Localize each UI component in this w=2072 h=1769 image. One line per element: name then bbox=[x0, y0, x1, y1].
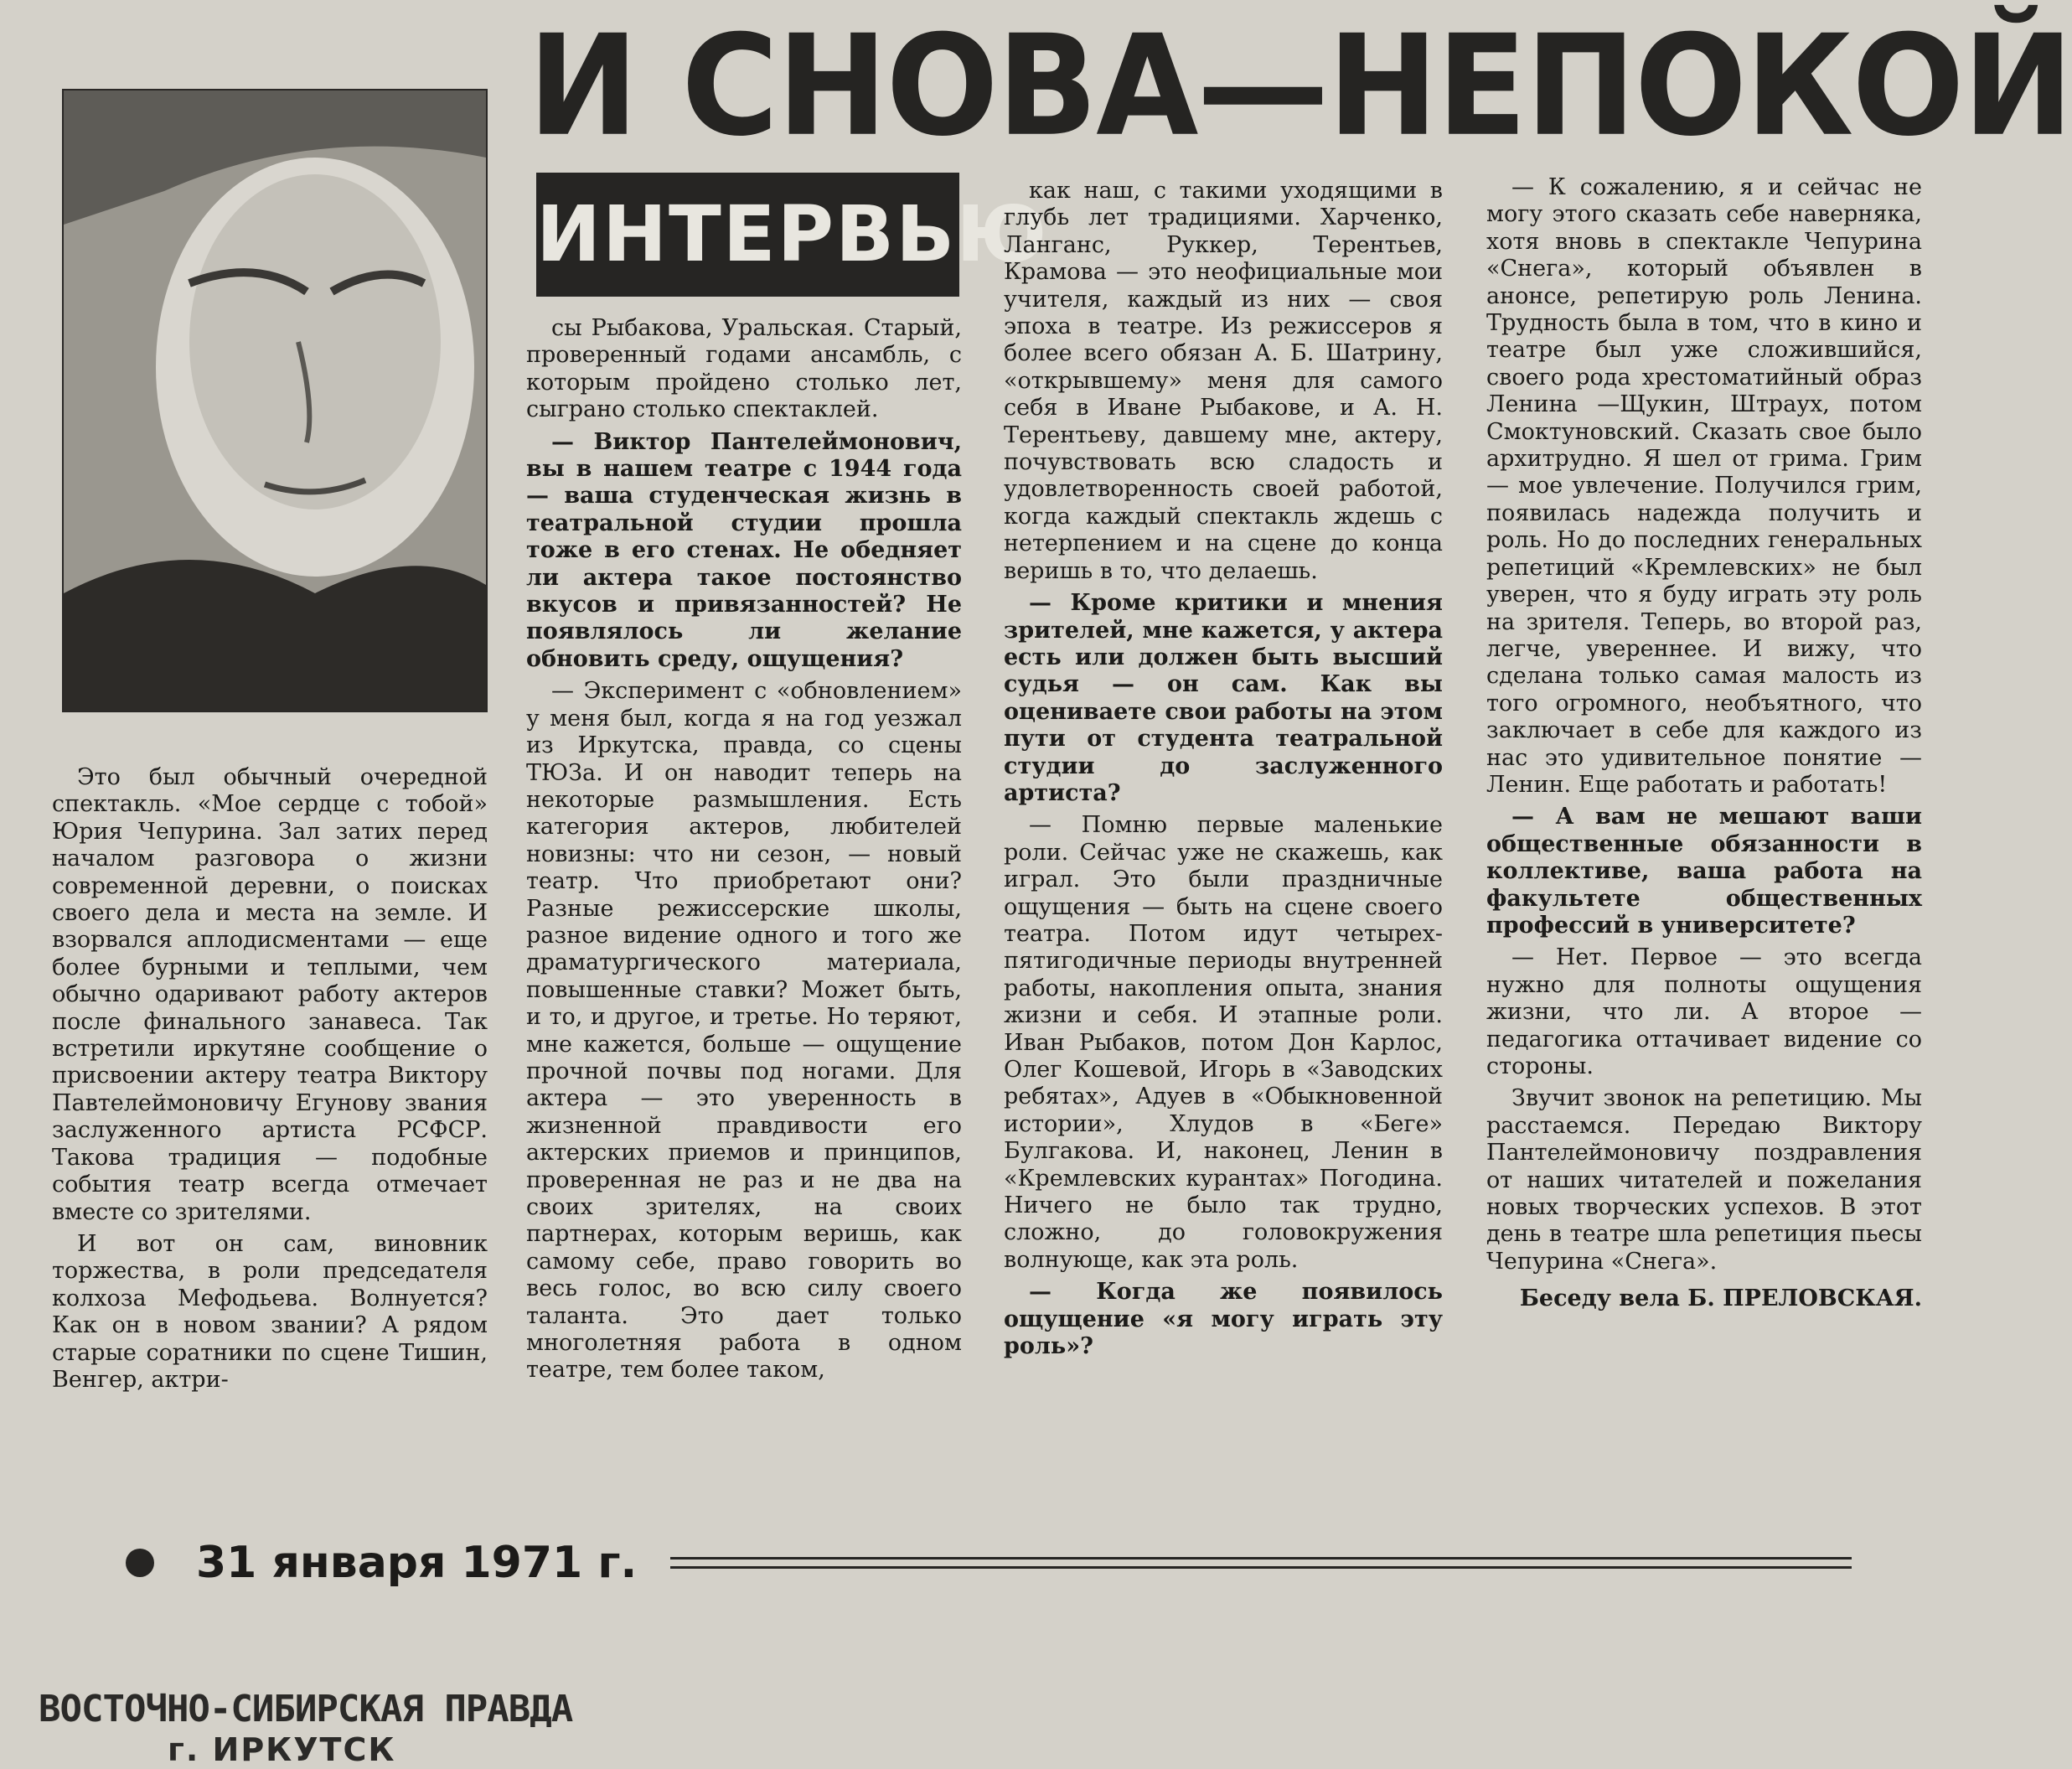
divider bbox=[670, 1557, 1852, 1569]
paragraph: — Эксперимент с «обновлением» у меня был, когда я на год уезжал из Иркутска, правда, со сцены ТЮЗа. И он наводит теперь на некоторые размышления. Есть категория актеров, любителей новизны: что ни сезон, — новый театр. Что приобретают они? Разные режиссерские школы, разное видение одного и того же драматургического материала, повышенные ставки? Может быть, и то, и другое, и третье. Но теряют, мне кажется, больше — ощущение прочной почвы под ногами. Для актера — это уверенность в жизненной правдивости его актерских приемов и принципов, проверенная не раз и не два на своих зрителях, на своих партнерах, которым веришь, как самому себе, право говорить во весь голос, во всю силу своего таланта. Это дает только многолетняя работа в одном театре, тем более таком, bbox=[526, 678, 962, 1384]
portrait-figure bbox=[64, 91, 486, 711]
paragraph: — Нет. Первое — это всегда нужно для полноты ощущения жизни, что ли. А второе — педагогика оттачивает видение со стороны. bbox=[1486, 944, 1922, 1079]
author-signature: Беседу вела Б. ПРЕЛОВСКАЯ. bbox=[1519, 1285, 1922, 1312]
city-stamp: г. ИРКУТСК bbox=[168, 1731, 396, 1768]
interview-question: — А вам не мешают ваши общественные обязанности в коллективе, ваша работа на факультете общественных профессий в университете? bbox=[1486, 804, 1922, 939]
paragraph: — Помню первые маленькие роли. Сейчас уже не скажешь, как играл. Это были праздничные ощущения — быть на сцене своего театра. Потом идут четырех- пятигодичные периоды внутренней работы, накопления опыта, знания жизни и себя. И этапные роли. Иван Рыбаков, потом Дон Карлос, Олег Кошевой, Игорь в «Заводских ребятах», Адуев в «Обыкновенной истории», Хлудов в «Беге» Булгакова. И, наконец, Ленин в «Кремлевских курантах» Погодина. Ничего не было так трудно, сложно, до головокружения волнующе, как эта роль. bbox=[1004, 812, 1443, 1273]
publication-date: 31 января 1971 г. bbox=[196, 1538, 638, 1588]
article-column-1 bbox=[52, 764, 488, 1502]
newspaper-stamp: ВОСТОЧНО-СИБИРСКАЯ ПРАВДА bbox=[39, 1688, 573, 1730]
paragraph: сы Рыбакова, Уральская. Старый, проверенный годами ансамбль, с которым пройдено столько лет, сыграно столько спектаклей. bbox=[526, 315, 962, 423]
article-column-4 bbox=[1486, 174, 1922, 1502]
article-column-3 bbox=[1004, 178, 1443, 1502]
dateline bbox=[126, 1534, 1852, 1592]
paragraph: Это был обычный очередной спектакль. «Мое сердце с тобой» Юрия Чепурина. Зал затих перед началом разговора о жизни современной деревни, о поисках своего дела и места на земле. И взорвался аплодисментами — еще более бурными и теплыми, чем обычно одаривают работу актеров после финального занавеса. Так встретили иркутяне сообщение о присвоении актеру театра Виктору Павтелеймоновичу Егунову звания заслуженного артиста РСФСР. Такова традиция — подобные события театр всегда отмечает вместе со зрителями. bbox=[52, 764, 488, 1225]
paragraph: как наш, с такими уходящими в глубь лет традициями. Харченко, Ланганс, Руккер, Терентьев, Крамова — это неофициальные мои учителя, каждый из них — своя эпоха в театре. Из режиссеров я более всего обязан А. Б. Шатрину, «открывшему» меня для самого себя в Иване Рыбакове, и А. Н. Терентьеву, давшему мне, актеру, почувствовать всю сладость и удовлетворенность своей работой, когда каждый спектакль ждешь с нетерпением и на сцене до конца веришь в то, что делаешь. bbox=[1004, 178, 1443, 584]
interview-question: — Когда же появилось ощущение «я могу играть эту роль»? bbox=[1004, 1279, 1443, 1360]
portrait-photo bbox=[62, 89, 488, 712]
paragraph: — К сожалению, я и сейчас не могу этого сказать себе наверняка, хотя вновь в спектакле Чепурина «Снега», который объявлен в анонсе, репетирую роль Ленина. Трудность была в том, что в кино и театре был уже сложившийся, своего рода хрестоматийный образ Ленина —Щукин, Штраух, потом Смоктуновский. Сказать свое было архитрудно. Я шел от грима. Грим — мое увлечение. Получился грим, появилась надежда получить и роль. Но до последних генеральных репетиций «Кремлевских» не был уверен, что я буду играть эту роль на зрителя. Теперь, во второй раз, легче, увереннее. И вижу, что сделана только самая малость из того огромного, необъятного, что заключает в себе для каждого из нас это удивительное понятие — Ленин. Еще работать и работать! bbox=[1486, 174, 1922, 798]
rubric-badge: ИНТЕРВЬЮ bbox=[536, 173, 959, 297]
headline: И СНОВА—НЕПОКОЙ bbox=[528, 5, 2072, 168]
interview-question: — Кроме критики и мнения зрителей, мне кажется, у актера есть или должен быть высший судья — он сам. Как вы оцениваете свои работы на этом пути от студента театральной студии до заслуженного артиста? bbox=[1004, 590, 1443, 806]
paragraph: Звучит звонок на репетицию. Мы расстаемся. Передаю Виктору Пантелеймоновичу поздравления от наших читателей и пожелания новых творческих успехов. В этот день в театре шла репетиция пьесы Чепурина «Снега». bbox=[1486, 1085, 1922, 1275]
interview-question: — Виктор Пантелеймонович, вы в нашем театре с 1944 года — ваша студенческая жизнь в театральной студии прошла тоже в его стенах. Не обедняет ли актера такое постоянство вкусов и привязанностей? Не появлялось ли желание обновить среду, ощущения? bbox=[526, 428, 962, 672]
article-column-2 bbox=[526, 315, 962, 1502]
bullet-icon bbox=[126, 1549, 154, 1577]
paragraph: И вот он сам, виновник торжества, в роли председателя колхоза Мефодьева. Волнуется? Как он в новом звании? А рядом старые соратники по сцене Тишин, Венгер, актри- bbox=[52, 1230, 488, 1393]
